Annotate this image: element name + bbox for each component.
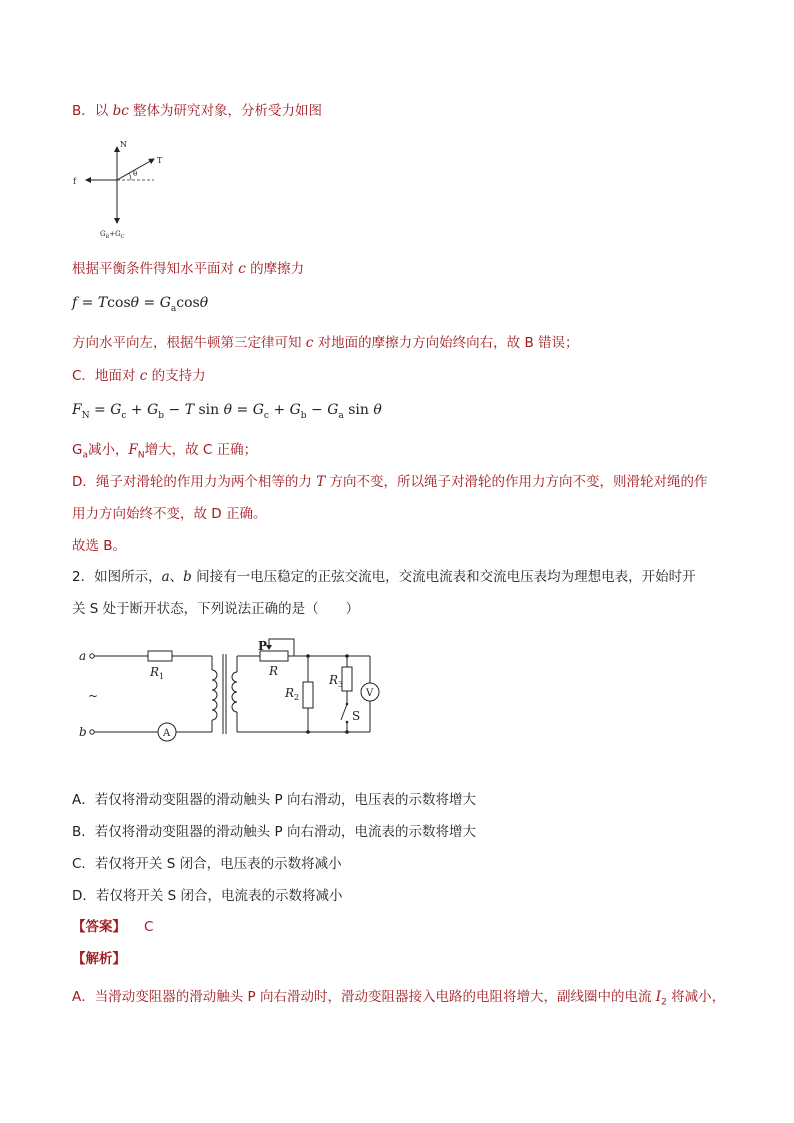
- label-r: R: [269, 664, 279, 678]
- label-switch: S: [352, 709, 361, 723]
- option-d: D．若仅将开关 S 闭合，电流表的示数将减小: [72, 888, 343, 904]
- label-theta: θ: [133, 170, 138, 178]
- part-c-intro: C．地面对 c 的支持力: [72, 368, 206, 384]
- formula-support-force: $F_N = G_c + G_b - T$ $\sin \theta = G_c + G_b - G_a$ sin θ: [72, 402, 382, 421]
- part-b-intro: B．以 bc 整体为研究对象，分析受力如图: [72, 103, 323, 119]
- terminal-a: a: [79, 649, 87, 663]
- question-2-line-1: 2．如图所示，a、b 间接有一电压稳定的正弦交流电，交流电流表和交流电压表均为理想电表，开始时开: [72, 569, 696, 585]
- option-a: A．若仅将滑动变阻器的滑动触头 P 向右滑动，电压表的示数将增大: [72, 792, 476, 808]
- change-statement: $G_a$减小，$F_N$增大，故 C 正确；: [72, 442, 258, 461]
- answer-value: C: [144, 919, 154, 935]
- voltmeter-symbol: V: [366, 688, 374, 699]
- label-n: N: [120, 140, 127, 149]
- label-r1: $R_1$: [150, 665, 165, 681]
- option-c: C．若仅将开关 S 闭合，电压表的示数将减小: [72, 856, 342, 872]
- answer-line: [72, 917, 153, 937]
- ac-source-symbol: ~: [88, 689, 99, 703]
- force-diagram: [68, 135, 178, 245]
- label-f: f: [73, 177, 76, 186]
- choose-statement: 故选 B。: [72, 538, 127, 554]
- label-gravity: $G_B+G_C$: [100, 230, 125, 240]
- ammeter-symbol: A: [163, 728, 171, 739]
- analysis-label: 【解析】: [72, 951, 126, 967]
- analysis-line: A．当滑动变阻器的滑动触头 P 向右滑动时，滑动变阻器接入电路的电阻将增大，副线圈中的电流 $I_2$ 将减小，: [72, 989, 726, 1008]
- answer-label: 【答案】: [72, 919, 126, 935]
- label-p: P: [258, 639, 268, 653]
- label-t: T: [157, 156, 163, 165]
- circuit-diagram: [76, 634, 386, 749]
- option-b: B．若仅将滑动变阻器的滑动触头 P 向右滑动，电流表的示数将增大: [72, 824, 476, 840]
- part-d-line-2: 用力方向始终不变，故 D 正确。: [72, 506, 267, 522]
- terminal-b: b: [79, 725, 87, 739]
- formula-friction: $f = Tcos\theta = G_a\cos\theta$: [72, 295, 209, 314]
- direction-statement: 方向水平向左，根据牛顿第三定律可知 c 对地面的摩擦力方向始终向右，故 B 错误；: [72, 335, 579, 351]
- label-r3: $R_3$: [329, 673, 344, 689]
- friction-statement: 根据平衡条件得知水平面对 c 的摩擦力: [72, 261, 305, 277]
- label-r2: $R_2$: [285, 686, 300, 702]
- question-2-line-2: 关 S 处于断开状态，下列说法正确的是（ ）: [72, 601, 360, 617]
- part-d-line-1: D．绳子对滑轮的作用力为两个相等的力 T 方向不变，所以绳子对滑轮的作用力方向不变，则滑轮对绳的作: [72, 474, 708, 490]
